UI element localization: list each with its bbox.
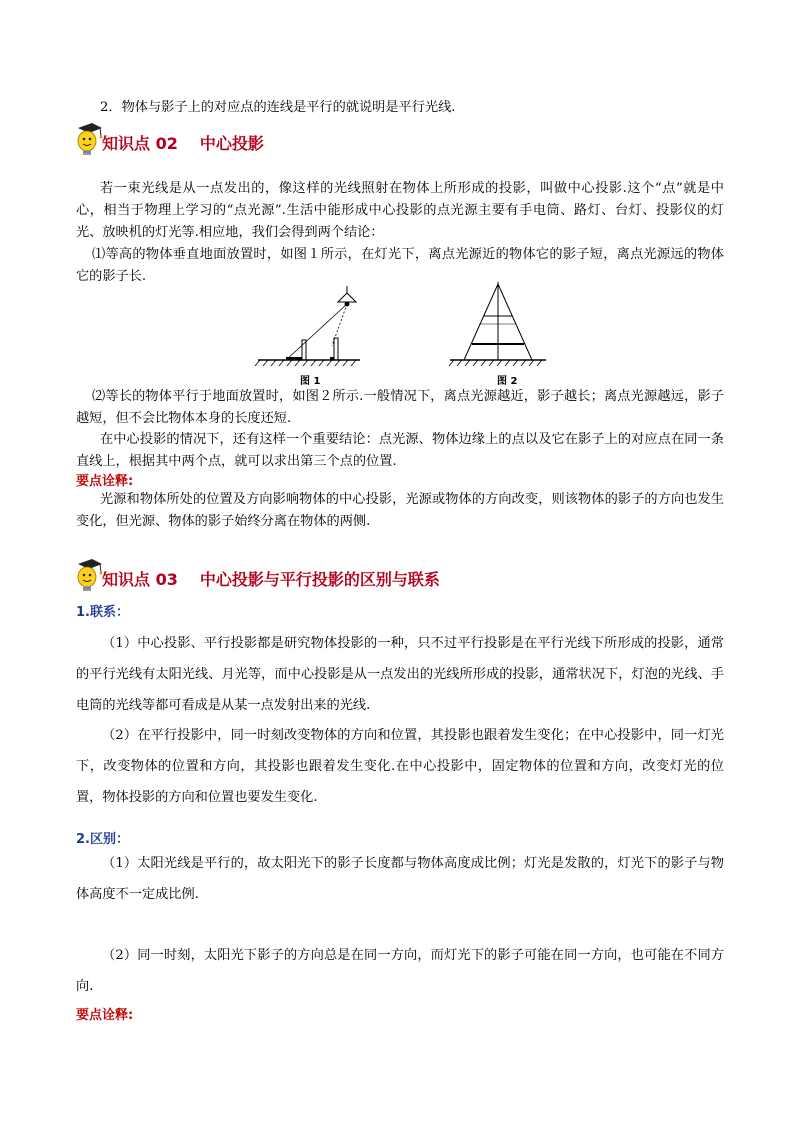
section-label: 知识点 03 (102, 570, 178, 589)
lightbulb-mascot-icon (74, 122, 104, 158)
paragraph: 若一束光线是从一点发出的，像这样的光线照射在物体上所形成的投影，叫做中心投影.这个“点”就是中心，相当于物理上学习的“点光源”.生活中能形成中心投影的点光源主要有手电筒、路灯、台灯、投影仪的灯光、放映机的灯光等.相应地，我们会得到两个结论： (76, 181, 724, 240)
subheading-difference: 2.区别： (76, 832, 129, 847)
section-title: 中心投影 (199, 134, 264, 153)
figures-illustration (250, 280, 550, 370)
paragraph: ⑴等高的物体垂直地面放置时，如图１所示，在灯光下，离点光源近的物体它的影子短，离点光源远的物体它的影子长. (76, 247, 724, 284)
paragraph: （1）中心投影、平行投影都是研究物体投影的一种，只不过平行投影是在平行光线下所形成的投影，通常的平行光线有太阳光线、月光等，而中心投影是从一点发出的光线所形成的投影，通常状况下，灯泡的光线、手电筒的光线等都可看成是从某一点发射出来的光线. (76, 636, 724, 713)
paragraph: ⑵等长的物体平行于地面放置时，如图２所示.一般情况下，离点光源越近，影子越长；离点光源越远，影子越短，但不会比物体本身的长度还短. (76, 389, 724, 426)
section-label: 知识点 02 (102, 134, 178, 153)
section-title: 中心投影与平行投影的区别与联系 (199, 570, 440, 589)
paragraph: 在中心投影的情况下，还有这样一个重要结论：点光源、物体边缘上的点以及它在影子上的对应点在同一条直线上，根据其中两个点，就可以求出第三个点的位置. (76, 432, 724, 469)
figure-2-caption: 图 2 (497, 376, 518, 387)
key-points-label: 要点诠释: (76, 474, 134, 489)
key-points-label: 要点诠释: (76, 1008, 134, 1023)
paragraph: 光源和物体所处的位置及方向影响物体的中心投影，光源或物体的方向改变，则该物体的影子的方向也发生变化，但光源、物体的影子始终分离在物体的两侧. (76, 492, 724, 529)
section-title-02 (102, 131, 264, 154)
intro-line: 2．物体与影子上的对应点的连线是平行的就说明是平行光线. (100, 100, 456, 115)
paragraph: （2）在平行投影中，同一时刻改变物体的方向和位置，其投影也跟着发生变化；在中心投影中，同一灯光下，改变物体的位置和方向，其投影也跟着发生变化.在中心投影中，固定物体的位置和方向，改变灯光的位置，物体投影的方向和位置也要发生变化. (76, 728, 724, 805)
section-title-03 (102, 567, 440, 590)
lightbulb-mascot-icon (74, 558, 104, 594)
figure-1-caption: 图 1 (300, 376, 321, 387)
subheading-connection: 1.联系： (76, 605, 129, 620)
paragraph: （1）太阳光线是平行的，故太阳光下的影子长度都与物体高度成比例；灯光是发散的，灯光下的影子与物体高度不一定成比例. (76, 856, 724, 902)
paragraph: （2）同一时刻，太阳光下影子的方向总是在同一方向，而灯光下的影子可能在同一方向，也可能在不同方向. (76, 948, 724, 994)
